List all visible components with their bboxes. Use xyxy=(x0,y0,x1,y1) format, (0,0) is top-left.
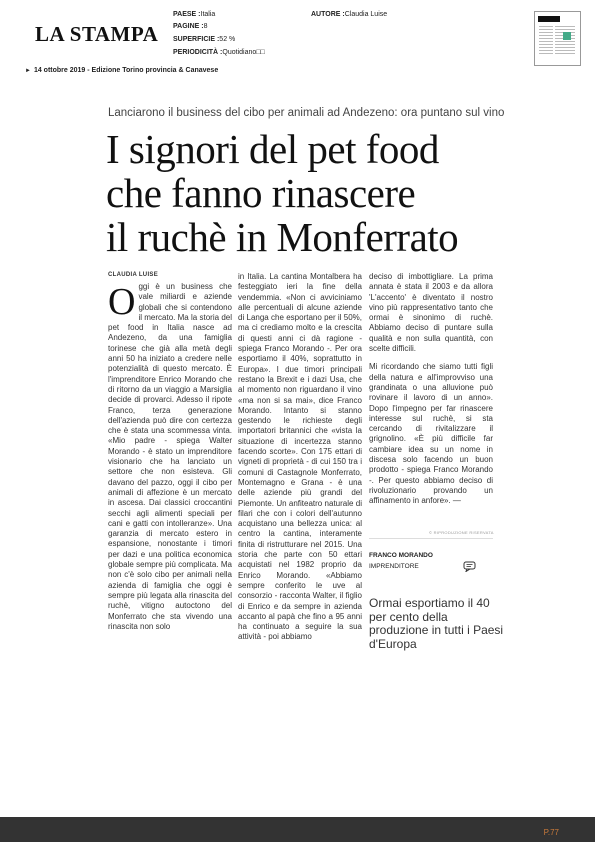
article-column-1: Oggi è un business che vale miliardi e aziende globali che si contendono il mercato. Ma la storia del pet food in Italia nasce ad Andezeno, da una famiglia torinese che già alla metà degli anni 50 ha iniziato a credere nelle potenzialità di questo mercato. È l'imprenditore Enrico Morando che di ritorno da un viaggio a Marsiglia decide di provarci. Adesso il ripote Franco, terza generazione dell'azienda può dire con certezza che è stata una scommessa vinta. «Mio padre - spiega Walter Morando - è stato un imprenditore visionario che ha lanciato un settore che non esisteva. Gli davano del pazzo, oggi il cibo per animali di affezione è un mercato in ascesa. Dai classici croccantini secchi agli alimenti speciali per cani e gatti con intolleranze». Una garanzia di mercato estero in espansione, nonostante i timori per dazi e una politica economica globale sempre più complicata. Ma non c'è solo cibo per animali nella azienda di famiglia che oggi è sempre più legata alla rinascita del ruchè, vitigno autoctono del Monferrato che sta vivendo una rinascita non solo xyxy=(108,281,232,631)
dateline: ► 14 ottobre 2019 - Edizione Torino provincia & Canavese xyxy=(25,67,219,74)
article-column-2: in Italia. La cantina Montalbera ha festeggiato ieri la fine della vendemmia. «Non ci avviciniamo alle percentuali di alcune aziende di Langa che esportano per il 50%, ma ci crediamo molto e la crescita di questi anni ci dà ragione - spiega Franco Morando -. Per ora esportiamo il 40%, soprattutto in Europa». I due timori principali restano la Brexit e i dazi Usa, che al momento non riguardano il vino «ma non si sa mai», dice Franco Morando. Intanto si stanno gestendo le richieste degli importatori britannici che «vista la situazione di incertezza stanno facendo scorte». Con 175 ettari di vigneti di proprietà - di cui 150 tra i comuni di Castagnole Monferrato, Montemagno e Grana - è una delle aziende più grandi del Piemonte. Un anfiteatro naturale di filari che con i colori dell'autunno acquistano una bellezza unica: al centro la cantina, interamente finita di ristrutturare nel 2015. Una storia che parte con 50 ettari acquistati nel 1982 proprio da Enrico Morando. «Abbiamo sempre conferito le uve al consorzio - racconta Walter, il figlio di Enrico e da sempre in azienda accanto al papà che fino a 95 anni ha continuato a seguire la sua attività - poi abbiamo xyxy=(238,272,362,642)
quote-role: IMPRENDITORE xyxy=(369,563,419,570)
footer-bar xyxy=(0,817,595,842)
page-thumbnail xyxy=(534,11,581,66)
masthead-logo: LA STAMPA xyxy=(35,22,159,46)
quote-name: FRANCO MORANDO xyxy=(369,552,433,559)
meta-superficie: SUPERFICIE :52 % xyxy=(173,36,236,43)
meta-autore: AUTORE :Claudia Luise xyxy=(311,11,388,18)
article-byline: CLAUDIA LUISE xyxy=(108,272,159,278)
meta-paese: PAESE :Italia xyxy=(173,11,216,18)
divider xyxy=(369,538,493,539)
speech-bubble-icon xyxy=(463,561,476,572)
arrow-icon: ► xyxy=(25,68,31,74)
article-kicker: Lanciarono il business del cibo per animali ad Andezeno: ora puntano sul vino xyxy=(108,107,505,119)
article-headline: I signori del pet food che fanno rinascere il ruchè in Monferrato xyxy=(106,126,459,260)
article-column-3: deciso di imbottigliare. La prima annata è stata il 2003 e da allora 'L'accento' è diventato il nostro vino più rappresentativo tanto che ormai è sinonimo di ruchè. Abbiamo deciso di puntare sulla qualità e non sulla quantità, con scelte difficili. Mi ricordando che siamo tutti figli della natura e all'improvviso una grandinata o una alluvione può rovinare il lavoro di un anno». Dopo l'impegno per far rinascere interesse sul ruchè, si sta cercando di rivitalizzare il grignolino. «È più difficile far cambiare idea su un nome in discesa solo facendo un buon prodotto - spiega Franco Morando -. Per questo abbiamo deciso di rivoluzionario provando un affinamento in anfore». — xyxy=(369,272,493,506)
page-number: P.77 xyxy=(543,828,559,837)
meta-pagine: PAGINE :8 xyxy=(173,23,208,30)
pull-quote: Ormai esportiamo il 40 per cento della produzione in tutti i Paesi d'Europa xyxy=(369,596,504,651)
drop-cap: O xyxy=(108,281,136,323)
meta-periodicita: PERIODICITÀ :Quotidiano□□ xyxy=(173,49,265,56)
copyright-credit: © RIPRODUZIONE RISERVATA xyxy=(429,530,494,535)
